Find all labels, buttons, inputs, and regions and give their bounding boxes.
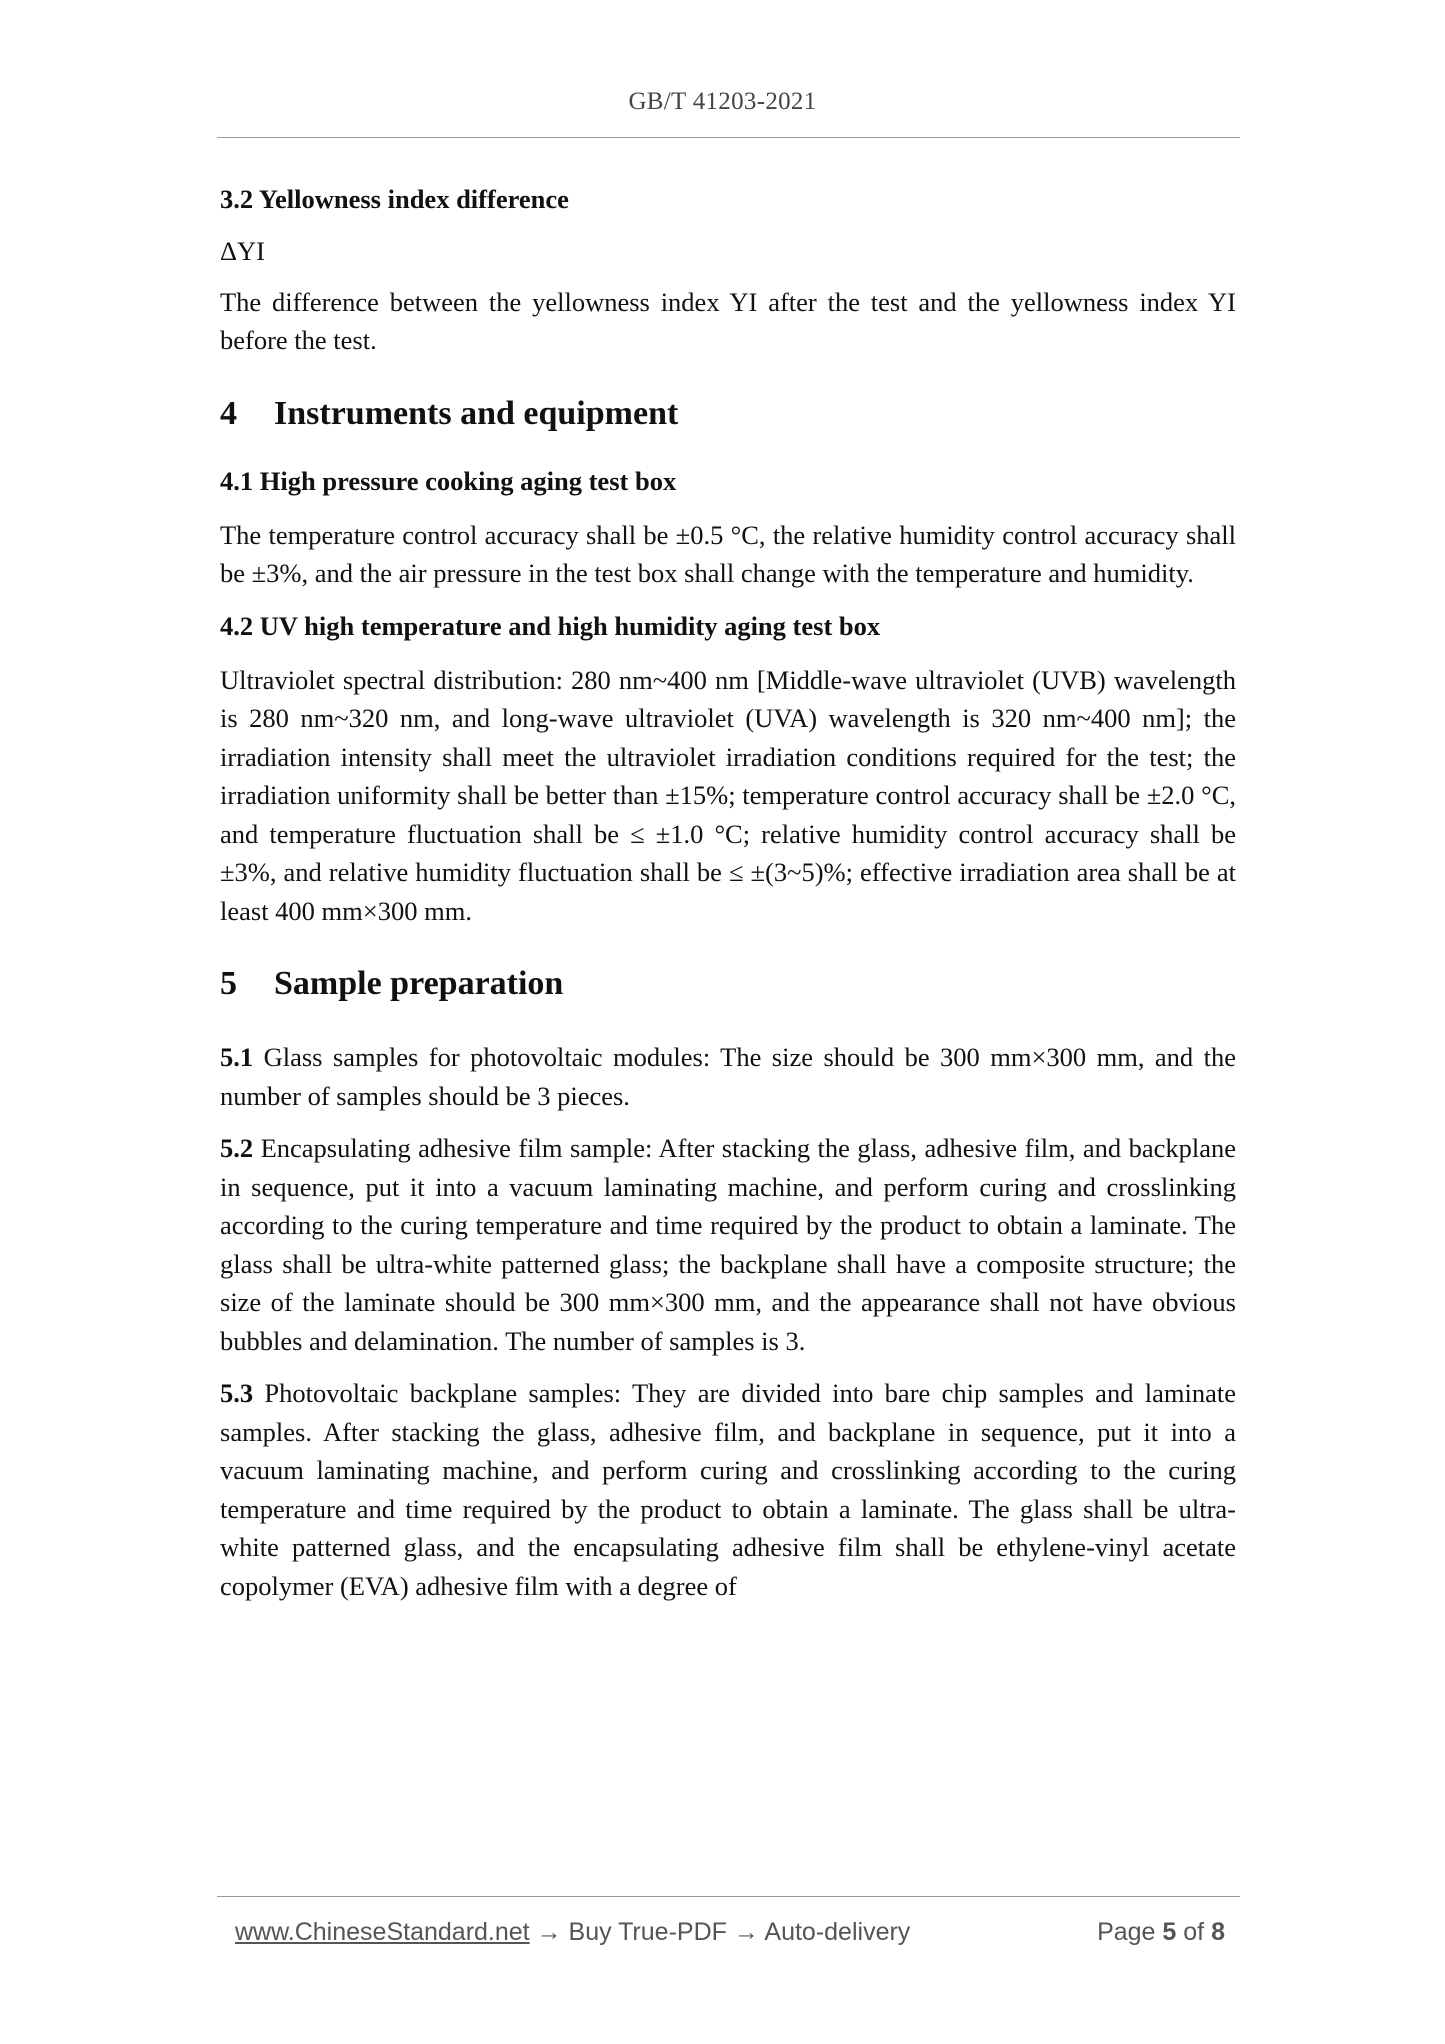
website-link[interactable]: www.ChineseStandard.net — [235, 1918, 530, 1946]
clause-text: Glass samples for photovoltaic modules: The size should be 300 mm×300 mm, and the number of samples should be 3 pieces. — [220, 1042, 1236, 1111]
footer-promo-text: → Buy True-PDF → Auto-delivery — [529, 1918, 911, 1946]
definition-3-2: The difference between the yellowness index YI after the test and the yellowness index YI before the test. — [220, 286, 1236, 355]
section-number: 4 — [220, 394, 237, 432]
header-standard-number: GB/T 41203-2021 — [628, 88, 817, 115]
paragraph-5-3 — [220, 1374, 1236, 1605]
clause-number: 5.2 — [220, 1133, 254, 1163]
clause-text: Encapsulating adhesive film sample: After stacking the glass, adhesive film, and backplane in sequence, put it into a vacuum laminating machine, and perform curing and crosslinking according to the curing temperature and time required by the product to obtain a laminate. The glass shall be ultra-white patterned glass; the backplane shall have a composite structure; the size of the laminate should be 300 mm×300 mm, and the appearance shall not have obvious bubbles and delamination. The number of samples is 3. — [220, 1133, 1236, 1356]
header-divider — [217, 137, 1240, 138]
page-footer — [235, 1918, 1225, 1947]
section-title: Instruments and equipment — [274, 394, 679, 432]
paragraph-4-2: Ultraviolet spectral distribution: 280 nm~400 nm [Middle-wave ultraviolet (UVB) wavelength is 280 nm~320 nm, and long-wave ultraviolet (UVA) wavelength is 320 nm~400 nm]; the irradiation intensity shall meet the ultraviolet irradiation conditions required for the test; the irradiation uniformity shall be better than ±15%; temperature control accuracy shall be ±2.0 °C, and temperature fluctuation shall be ≤ ±1.0 °C; relative humidity control accuracy shall be ±3%, and relative humidity fluctuation shall be ≤ ±(3~5)%; effective irradiation area shall be at least 400 mm×300 mm. — [220, 664, 1236, 926]
page-total: 8 — [1211, 1918, 1225, 1946]
heading-4-1: 4.1 High pressure cooking aging test box — [220, 465, 677, 496]
clause-number: 5.3 — [220, 1378, 254, 1408]
page-label: Page — [1097, 1918, 1156, 1946]
page-content — [220, 180, 1236, 1605]
page-current: 5 — [1162, 1918, 1177, 1946]
paragraph-5-2 — [220, 1129, 1236, 1360]
heading-4-2: 4.2 UV high temperature and high humidity aging test box — [220, 610, 881, 641]
footer-divider — [217, 1896, 1240, 1897]
clause-text: Photovoltaic backplane samples: They are divided into bare chip samples and laminate samples. After stacking the glass, adhesive film, and backplane in sequence, put it into a vacuum laminating machine, and perform curing and crosslinking according to the curing temperature and time required by the product to obtain a laminate. The glass shall be ultra-white patterned glass, and the encapsulating adhesive film shall be ethylene-vinyl acetate copolymer (EVA) adhesive film with a degree of — [220, 1378, 1236, 1601]
section-number: 5 — [220, 965, 237, 1002]
section-title: Sample preparation — [274, 965, 564, 1002]
footer-promo — [235, 1918, 910, 1947]
clause-number: 5.1 — [220, 1042, 254, 1072]
paragraph-4-1: The temperature control accuracy shall be ±0.5 °C, the relative humidity control accuracy shall be ±3%, and the air pressure in the test box shall change with the temperature and humidity. — [220, 519, 1236, 588]
section-heading-4 — [220, 392, 1236, 436]
paragraph-5-1 — [220, 1038, 1236, 1115]
page-indicator — [1097, 1918, 1225, 1947]
heading-3-2: 3.2 Yellowness index difference — [220, 184, 569, 214]
page-of-label: of — [1183, 1918, 1205, 1946]
symbol-delta-yi: ΔYI — [220, 236, 266, 266]
section-heading-5 — [220, 962, 1236, 1006]
